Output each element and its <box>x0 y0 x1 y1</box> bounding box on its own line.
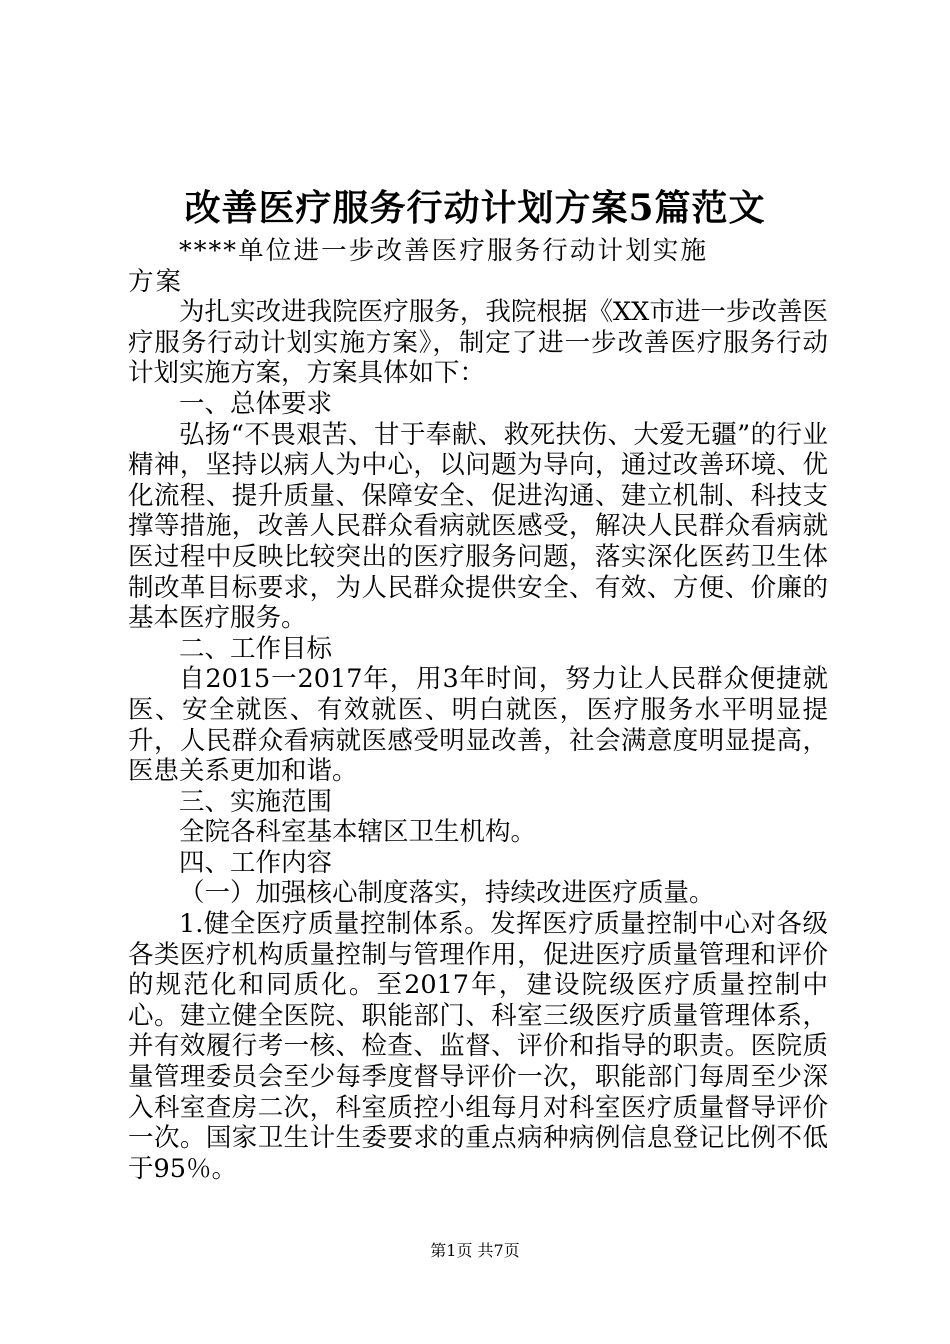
subtitle-paragraph: ****单位进一步改善医疗服务行动计划实施方案 <box>128 236 708 297</box>
section-1-paragraph: 弘扬“不畏艰苦、甘于奉献、救死扶伤、大爱无疆”的行业精神，坚持以病人为中心，以问题为导向，通过改善环境、优化流程、提升质量、保障安全、促进沟通、建立机制、科技支撑等措施，改善人民群众看病就医感受，解决人民群众看病就医过程中反映比较突出的医疗服务问题，落实深化医药卫生体制改革目标要求，为人民群众提供安全、有效、方便、价廉的基本医疗服务。 <box>128 419 828 634</box>
section-heading-1: 一、总体要求 <box>179 388 333 419</box>
item-1-paragraph: 1.健全医疗质量控制体系。发挥医疗质量控制中心对各级各类医疗机构质量控制与管理作用，促进医疗质量管理和评价的规范化和同质化。至2017年，建设院级医疗质量控制中心。建立健全医院、职能部门、科室三级医疗质量管理体系，并有效履行考一核、检查、监督、评价和指导的职责。医院质量管理委员会至少每季度督导评价一次，职能部门每周至少深入科室查房二次，科室质控小组每月对科室医疗质量督导评价一次。国家卫生计生委要求的重点病种病例信息登记比例不低于95％。 <box>128 909 828 1184</box>
document-title: 改善医疗服务行动计划方案5篇范文 <box>184 187 766 229</box>
section-3-paragraph: 全院各科室基本辖区卫生机构。 <box>179 817 537 848</box>
intro-paragraph: 为扎实改进我院医疗服务，我院根据《XX市进一步改善医疗服务行动计划实施方案》，制定了进一步改善医疗服务行动计划实施方案，方案具体如下： <box>128 297 828 389</box>
section-heading-4: 四、工作内容 <box>179 847 333 878</box>
section-heading-3: 三、实施范围 <box>179 786 333 817</box>
section-2-paragraph: 自2015一2017年，用3年时间，努力让人民群众便捷就医、安全就医、有效就医、明白就医，医疗服务水平明显提升，人民群众看病就医感受明显改善，社会满意度明显提高，医患关系更加和谐。 <box>128 664 828 787</box>
page-footer: 第1页 共7页 <box>430 1241 520 1260</box>
section-heading-2: 二、工作目标 <box>179 633 333 664</box>
subsection-heading-1: （一）加强核心制度落实，持续改进医疗质量。 <box>179 878 715 909</box>
document-body <box>128 236 828 1184</box>
